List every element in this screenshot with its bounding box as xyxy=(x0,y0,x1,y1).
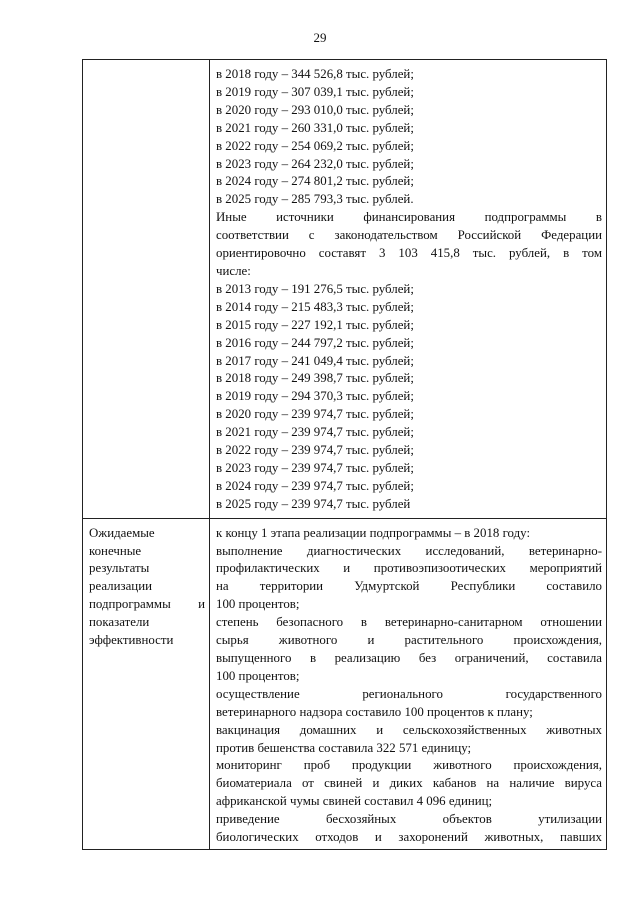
financing-line: в 2025 году – 239 974,7 тыс. рублей xyxy=(216,496,411,511)
results-line: ветеринарного надзора составило 100 процентов к плану; xyxy=(216,704,533,719)
other-sources-line: Иные источники финансирования подпрограммы в xyxy=(216,210,602,225)
results-line: африканской чумы свиней составил 4 096 единиц; xyxy=(216,794,493,809)
results-line: степень безопасного в ветеринарно-санитарном отношении xyxy=(216,615,602,630)
financing-line: в 2023 году – 264 232,0 тыс. рублей; xyxy=(216,156,414,171)
results-line: осуществление регионального государственного xyxy=(216,686,602,701)
financing-label-cell xyxy=(83,60,210,519)
results-cell xyxy=(210,518,607,849)
financing-line: в 2024 году – 274 801,2 тыс. рублей; xyxy=(216,174,414,189)
results-line: к концу 1 этапа реализации подпрограммы – в 2018 году: xyxy=(216,525,531,540)
financing-line: в 2015 году – 227 192,1 тыс. рублей; xyxy=(216,317,414,332)
results-heading-line: конечные xyxy=(89,543,142,558)
financing-line: в 2016 году – 244 797,2 тыс. рублей; xyxy=(216,335,414,350)
financing-row xyxy=(83,60,607,519)
financing-line: в 2023 году – 239 974,7 тыс. рублей; xyxy=(216,460,414,475)
results-line: выполнение диагностических исследований, ветеринарно- xyxy=(216,543,602,558)
financing-line: в 2021 году – 260 331,0 тыс. рублей; xyxy=(216,120,414,135)
results-line: приведение бесхозяйных объектов утилизации xyxy=(216,812,602,827)
results-text xyxy=(210,519,606,849)
financing-line: в 2018 году – 344 526,8 тыс. рублей; xyxy=(216,67,414,81)
financing-line: в 2024 году – 239 974,7 тыс. рублей; xyxy=(216,478,414,493)
financing-cell xyxy=(210,60,607,519)
financing-line: в 2019 году – 294 370,3 тыс. рублей; xyxy=(216,389,414,404)
financing-text xyxy=(210,60,606,518)
page-number: 29 xyxy=(313,30,327,45)
results-heading-line: эффективности xyxy=(89,633,174,648)
results-line: сырья животного и растительного происхождения, xyxy=(216,633,602,648)
financing-line: в 2021 году – 239 974,7 тыс. рублей; xyxy=(216,425,414,440)
financing-line: в 2020 году – 293 010,0 тыс. рублей; xyxy=(216,102,414,117)
results-line: 100 процентов; xyxy=(216,597,300,612)
financing-line: в 2014 году – 215 483,3 тыс. рублей; xyxy=(216,299,414,314)
other-sources-line: соответствии с законодательством Российской Федерации xyxy=(216,228,602,243)
results-heading-line: Ожидаемые xyxy=(89,525,155,540)
results-heading-cell xyxy=(83,518,210,849)
results-line: биологических отходов и захоронений животных, павших xyxy=(216,830,602,845)
results-heading-line: подпрограммы и xyxy=(89,597,205,612)
results-line: против бешенства составила 322 571 единицу; xyxy=(216,740,472,755)
results-row xyxy=(83,518,607,849)
results-line: мониторинг проб продукции животного происхождения, xyxy=(216,758,602,773)
results-line: биоматериала от свиней и диких кабанов на наличие вируса xyxy=(216,776,602,791)
financing-line: в 2020 году – 239 974,7 тыс. рублей; xyxy=(216,407,414,422)
other-sources-line: ориентировочно составят 3 103 415,8 тыс. рублей, в том xyxy=(216,246,602,261)
financing-line: в 2017 году – 241 049,4 тыс. рублей; xyxy=(216,353,414,368)
results-line: профилактических и противоэпизоотических мероприятий xyxy=(216,561,602,576)
passport-table xyxy=(82,59,607,850)
financing-line: в 2018 году – 249 398,7 тыс. рублей; xyxy=(216,371,414,386)
financing-line: в 2019 году – 307 039,1 тыс. рублей; xyxy=(216,84,414,99)
results-heading-line: результаты xyxy=(89,561,150,576)
financing-line: в 2022 году – 239 974,7 тыс. рублей; xyxy=(216,443,414,458)
other-sources-paragraph xyxy=(216,209,602,281)
financing-line: в 2025 году – 285 793,3 тыс. рублей. xyxy=(216,192,414,207)
results-line: на территории Удмуртской Республики составило xyxy=(216,579,602,594)
results-line: 100 процентов; xyxy=(216,668,300,683)
results-heading xyxy=(83,519,209,650)
results-line: вакцинация домашних и сельскохозяйственных животных xyxy=(216,722,602,737)
results-heading-line: реализации xyxy=(89,579,152,594)
other-sources-line: числе: xyxy=(216,263,251,278)
financing-line: в 2013 году – 191 276,5 тыс. рублей; xyxy=(216,281,414,296)
results-line: выпущенного в реализацию без ограничений, составила xyxy=(216,651,602,665)
results-heading-line: показатели xyxy=(89,615,150,630)
financing-line: в 2022 году – 254 069,2 тыс. рублей; xyxy=(216,138,414,153)
